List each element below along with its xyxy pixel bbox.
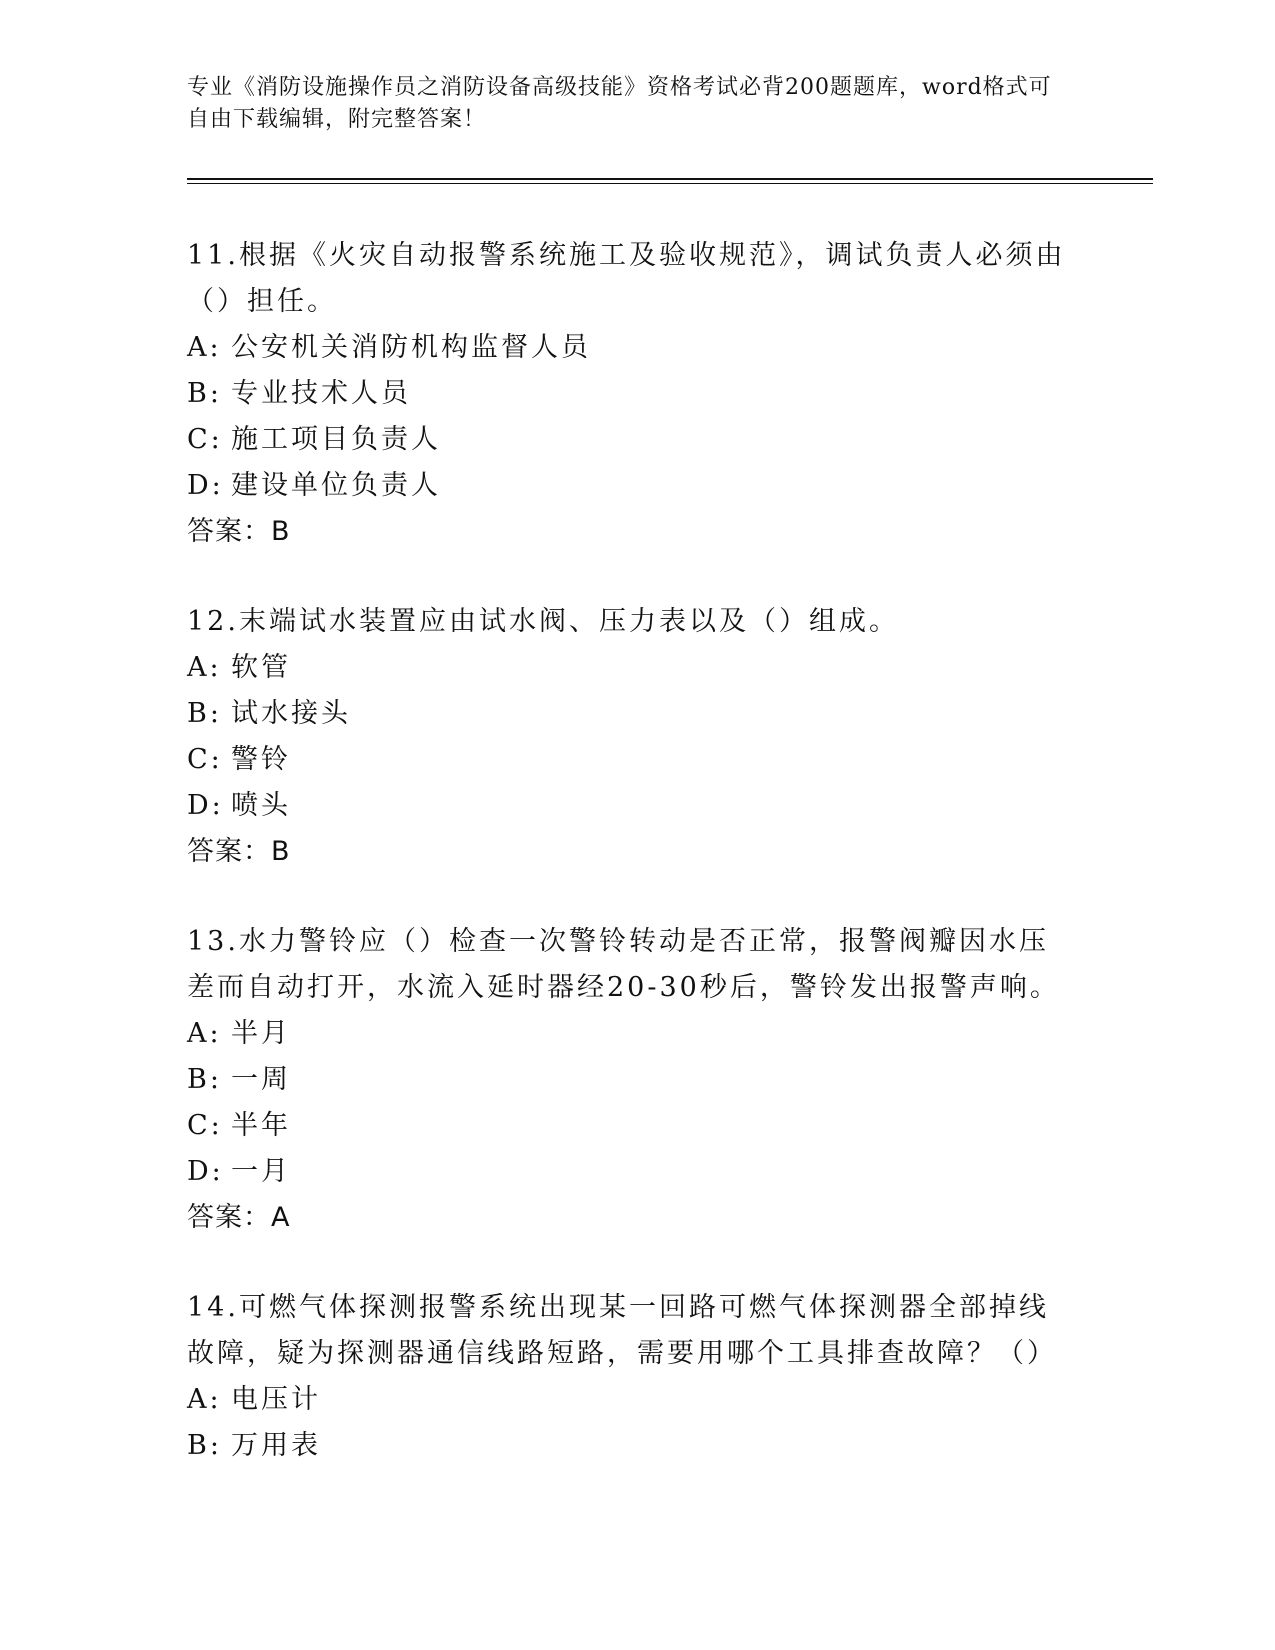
option-text: 试水接头 [231, 698, 351, 729]
option-text: 一月 [231, 1156, 291, 1187]
option-a [187, 1011, 1077, 1057]
option-d [187, 1149, 1077, 1195]
option-text: 一周 [231, 1064, 291, 1095]
option-letter: D: [187, 1156, 224, 1187]
option-a [187, 325, 1077, 371]
option-letter: C: [187, 424, 223, 455]
option-letter: B: [187, 698, 222, 729]
option-text: 警铃 [231, 744, 291, 775]
option-d [187, 463, 1077, 509]
question-stem: 11.根据《火灾自动报警系统施工及验收规范》，调试负责人必须由（）担任。 [187, 240, 1066, 317]
option-text: 电压计 [231, 1384, 321, 1415]
option-a [187, 645, 1077, 691]
question-list [187, 233, 1077, 1513]
answer-line: 答案：B [187, 836, 291, 867]
answer-line: 答案：B [187, 516, 291, 547]
option-text: 半月 [231, 1018, 291, 1049]
option-letter: D: [187, 470, 224, 501]
question-13 [187, 919, 1077, 1241]
header-divider-thick [187, 178, 1153, 180]
option-text: 半年 [231, 1110, 291, 1141]
option-letter: A: [187, 652, 222, 683]
question-stem: 14.可燃气体探测报警系统出现某一回路可燃气体探测器全部掉线故障，疑为探测器通信线路短路，需要用哪个工具排查故障？（） [187, 1292, 1057, 1369]
option-letter: A: [187, 332, 222, 363]
document-header: 专业《消防设施操作员之消防设备高级技能》资格考试必背200题题库，word格式可自由下载编辑，附完整答案！ [187, 75, 1052, 132]
option-letter: A: [187, 1018, 222, 1049]
question-stem: 12.末端试水装置应由试水阀、压力表以及（）组成。 [187, 606, 899, 637]
question-14 [187, 1285, 1077, 1469]
option-a [187, 1377, 1077, 1423]
question-stem: 13.水力警铃应（）检查一次警铃转动是否正常，报警阀瓣因水压差而自动打开，水流入延时器经20-30秒后，警铃发出报警声响。 [187, 926, 1060, 1003]
option-b [187, 371, 1077, 417]
option-letter: B: [187, 378, 222, 409]
option-letter: B: [187, 1430, 222, 1461]
option-text: 专业技术人员 [231, 378, 411, 409]
option-letter: C: [187, 744, 223, 775]
option-letter: D: [187, 790, 224, 821]
option-letter: B: [187, 1064, 222, 1095]
header-divider-thin [187, 183, 1153, 184]
option-c [187, 1103, 1077, 1149]
option-text: 软管 [231, 652, 291, 683]
option-c [187, 417, 1077, 463]
answer-line: 答案：A [187, 1202, 291, 1233]
option-b [187, 1423, 1077, 1469]
option-text: 万用表 [231, 1430, 321, 1461]
option-letter: A: [187, 1384, 222, 1415]
option-letter: C: [187, 1110, 223, 1141]
option-b [187, 691, 1077, 737]
option-text: 建设单位负责人 [231, 470, 441, 501]
option-b [187, 1057, 1077, 1103]
option-d [187, 783, 1077, 829]
question-11 [187, 233, 1077, 555]
option-text: 公安机关消防机构监督人员 [231, 332, 591, 363]
question-12 [187, 599, 1077, 875]
option-c [187, 737, 1077, 783]
option-text: 喷头 [231, 790, 291, 821]
option-text: 施工项目负责人 [231, 424, 441, 455]
